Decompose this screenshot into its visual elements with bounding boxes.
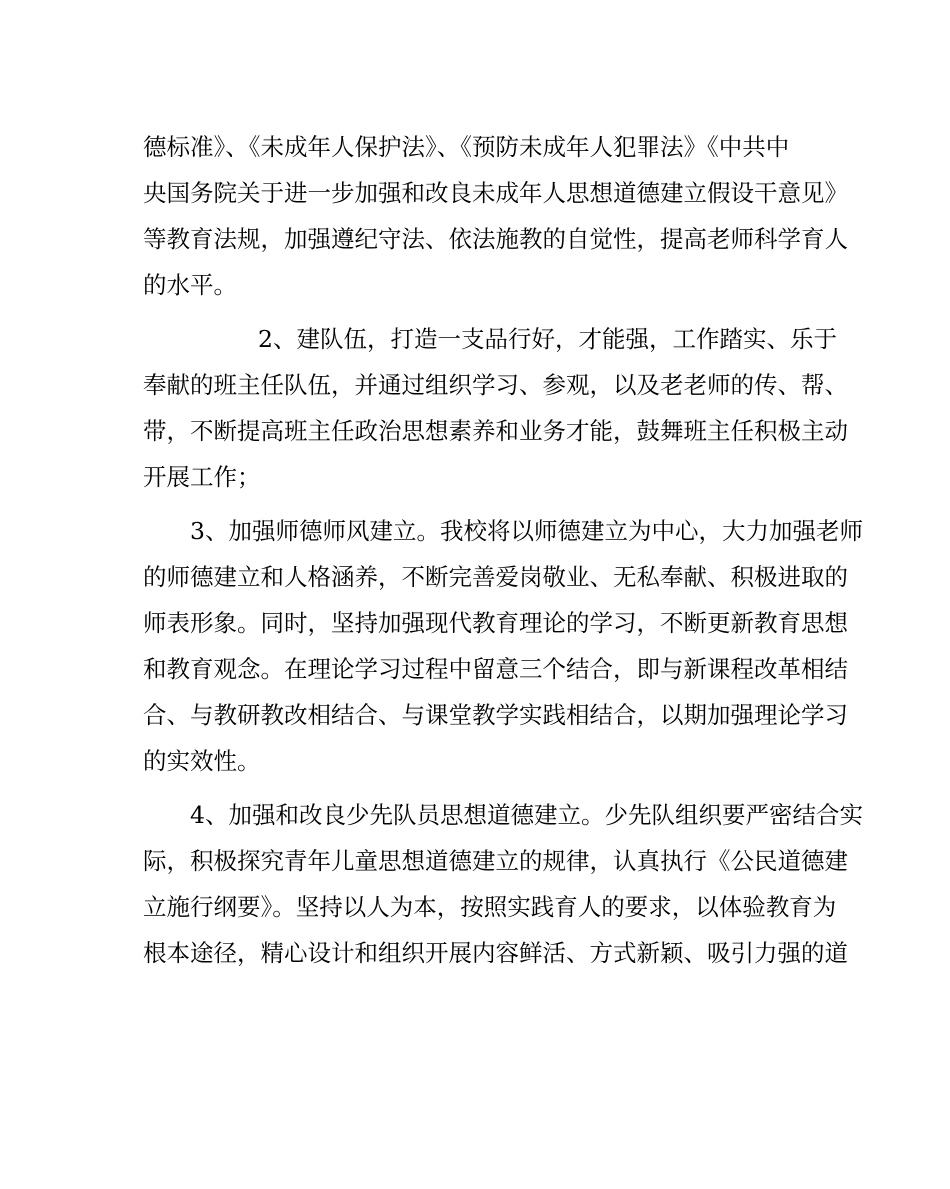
paragraph-gap: [143, 500, 808, 508]
text-line: 等教育法规，加强遵纪守法、依法施教的自觉性，提高老师科学育人: [143, 225, 848, 253]
text-line: 根本途径，精心设计和组织开展内容鲜活、方式新颖、吸引力强的道: [143, 939, 848, 967]
text-line: 和教育观念。在理论学习过程中留意三个结合，即与新课程改革相结: [143, 655, 848, 683]
paragraph-4: [143, 792, 863, 976]
text-line: 的实效性。: [143, 747, 261, 775]
paragraph-gap: [143, 784, 808, 792]
text-line: 德标准》、《未成年人保护法》、《预防未成年人犯罪法》《中共中: [143, 133, 790, 161]
text-line: 4、加强和改良少先队员思想道德建立。少先队组织要严密结合实: [190, 801, 863, 829]
text-line: 的水平。: [143, 271, 237, 299]
text-line: 带，不断提高班主任政治思想素养和业务才能，鼓舞班主任积极主动: [143, 417, 848, 445]
text-line: 开展工作；: [143, 463, 261, 491]
paragraph-gap: [143, 308, 808, 316]
paragraph-2: [143, 316, 848, 500]
text-line: 2、建队伍，打造一支品行好，才能强，工作踏实、乐于: [258, 325, 837, 353]
text-line: 的师德建立和人格涵养，不断完善爱岗敬业、无私奉献、积极进取的: [143, 563, 848, 591]
text-line: 师表形象。同时，坚持加强现代教育理论的学习，不断更新教育思想: [143, 609, 848, 637]
text-line: 央国务院关于进一步加强和改良未成年人思想道德建立假设干意见》: [143, 179, 848, 207]
text-line: 奉献的班主任队伍，并通过组织学习、参观，以及老老师的传、帮、: [143, 371, 848, 399]
paragraph-1-continued: [143, 124, 848, 308]
text-line: 际，积极探究青年儿童思想道德建立的规律，认真执行《公民道德建: [143, 847, 848, 875]
text-line: 3、加强师德师风建立。我校将以师德建立为中心，大力加强老师: [190, 517, 863, 545]
paragraph-3: [143, 508, 863, 784]
text-line: 合、与教研教改相结合、与课堂教学实践相结合，以期加强理论学习: [143, 701, 848, 729]
text-line: 立施行纲要》。坚持以人为本，按照实践育人的要求，以体验教育为: [143, 893, 837, 921]
document-body: [143, 124, 863, 976]
